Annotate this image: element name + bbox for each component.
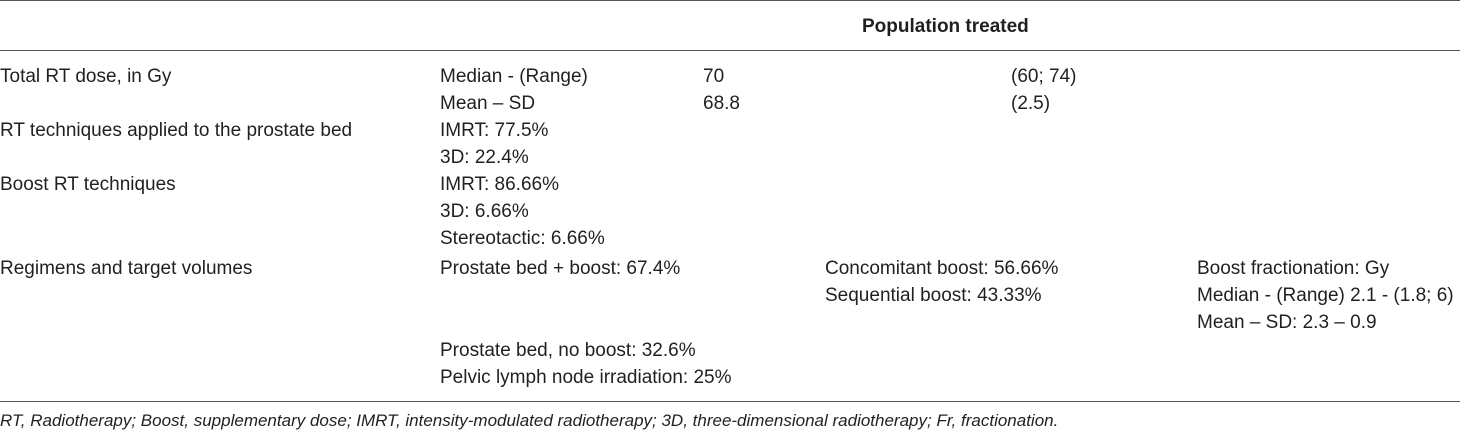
- dose-median-range: (60; 74): [1011, 66, 1077, 87]
- dose-mean-sd: (2.5): [1011, 93, 1051, 114]
- fractionation-item: Median - (Range) 2.1 - (1.8; 6): [1197, 285, 1454, 306]
- dose-mean-value: 68.8: [703, 93, 740, 114]
- technique-item: 3D: 22.4%: [440, 147, 529, 168]
- regimen-item: Pelvic lymph node irradiation: 25%: [440, 367, 732, 388]
- boost-type-item: Concomitant boost: 56.66%: [825, 258, 1059, 279]
- column-header-population-treated: Population treated: [862, 16, 1029, 37]
- technique-item: IMRT: 77.5%: [440, 120, 549, 141]
- boost-type-item: Sequential boost: 43.33%: [825, 285, 1042, 306]
- header-rule: [0, 50, 1460, 51]
- boost-technique-item: IMRT: 86.66%: [440, 174, 559, 195]
- dose-mean-label: Mean – SD: [440, 93, 536, 114]
- row-label-regimens: Regimens and target volumes: [0, 258, 253, 279]
- row-label-boost-techniques: Boost RT techniques: [0, 174, 176, 195]
- fractionation-item: Boost fractionation: Gy: [1197, 258, 1390, 279]
- boost-technique-item: Stereotactic: 6.66%: [440, 228, 605, 249]
- fractionation-item: Mean – SD: 2.3 – 0.9: [1197, 312, 1377, 333]
- dose-median-value: 70: [703, 66, 725, 87]
- regimen-item: Prostate bed + boost: 67.4%: [440, 258, 681, 279]
- regimen-item: Prostate bed, no boost: 32.6%: [440, 340, 696, 361]
- table-top-rule: [0, 0, 1460, 1]
- table-bottom-rule: [0, 401, 1460, 402]
- boost-technique-item: 3D: 6.66%: [440, 201, 529, 222]
- row-label-rt-techniques: RT techniques applied to the prostate bed: [0, 120, 353, 141]
- dose-median-label: Median - (Range): [440, 66, 588, 87]
- row-label-total-dose: Total RT dose, in Gy: [0, 66, 172, 87]
- table-footnote: RT, Radiotherapy; Boost, supplementary dose; IMRT, intensity-modulated radiotherapy; 3D, three-dimensional radiotherapy; Fr, fractionation.: [0, 411, 1059, 430]
